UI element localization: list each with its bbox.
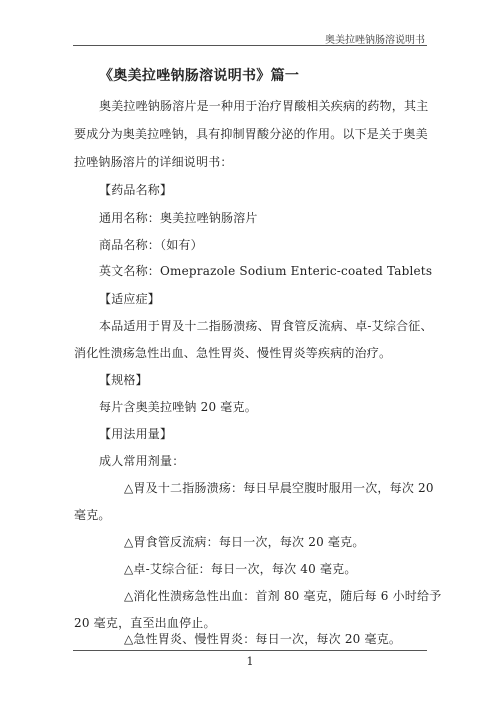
dosage-item-2: △胃食管反流病：每日一次，每次 20 毫克。 [124, 535, 365, 549]
intro-line-2: 要成分为奥美拉唑钠，具有抑制胃酸分泌的作用。以下是关于奥美 [74, 127, 428, 141]
indication-line-2: 消化性溃疡急性出血、急性胃炎、慢性胃炎等疾病的治疗。 [74, 346, 392, 360]
page-number: 1 [246, 655, 254, 668]
dosage-item-1-line-1: △胃及十二指肠溃疡：每日早晨空腹时服用一次，每次 20 [124, 481, 434, 495]
dosage-item-4-line-1: △消化性溃疡急性出血：首剂 80 毫克，随后每 6 小时给予 [124, 589, 442, 603]
brand-name: 商品名称：（如有） [99, 238, 203, 252]
dosage-item-4-line-2: 20 毫克，直至出血停止。 [74, 616, 216, 630]
dosage-item-5: △急性胃炎、慢性胃炎：每日一次，每次 20 毫克。 [124, 632, 402, 646]
generic-name: 通用名称：奥美拉唑钠肠溶片 [99, 211, 258, 225]
running-header-title: 奥美拉唑钠肠溶说明书 [325, 35, 425, 46]
section-heading-dosage: 【用法用量】 [99, 427, 173, 441]
section-heading-name: 【药品名称】 [99, 183, 173, 197]
footer-divider [73, 650, 427, 651]
adult-dose-label: 成人常用剂量： [99, 454, 185, 468]
header-divider [73, 45, 427, 46]
section-heading-spec: 【规格】 [99, 373, 148, 387]
dosage-item-3: △卓-艾综合征：每日一次，每次 40 毫克。 [124, 562, 357, 576]
section-heading-indication: 【适应症】 [99, 292, 161, 306]
spec-text: 每片含奥美拉唑钠 20 毫克。 [99, 400, 257, 414]
document-title: 《奥美拉唑钠肠溶说明书》篇一 [99, 68, 300, 84]
intro-line-3: 拉唑钠肠溶片的详细说明书： [74, 155, 233, 169]
indication-line-1: 本品适用于胃及十二指肠溃疡、胃食管反流病、卓-艾综合征、 [99, 319, 433, 333]
dosage-item-1-line-2: 毫克。 [74, 508, 111, 522]
english-name: 英文名称：Omeprazole Sodium Enteric-coated Tablets [99, 264, 433, 278]
intro-line-1: 奥美拉唑钠肠溶片是一种用于治疗胃酸相关疾病的药物，其主 [99, 99, 429, 113]
